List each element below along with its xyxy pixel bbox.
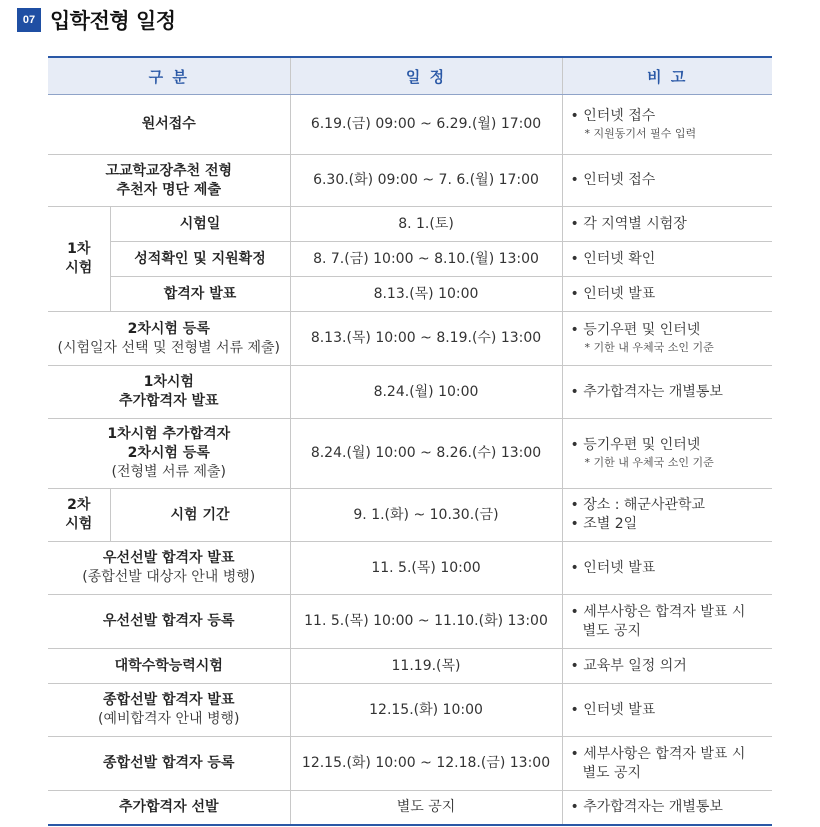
row-remarks: • 각 지역별 시험장 <box>562 207 772 242</box>
row-date: 8.24.(월) 10:00 <box>290 366 562 419</box>
row-remarks: • 세부사항은 합격자 발표 시 별도 공지 <box>562 737 772 791</box>
table-row <box>48 277 772 312</box>
table-row <box>48 542 772 595</box>
table-row <box>48 737 772 791</box>
group-label-first-exam: 1차 시험 <box>48 207 110 312</box>
row-remarks: • 등기우편 및 인터넷 * 기한 내 우체국 소인 기준 <box>562 312 772 366</box>
row-remarks: • 인터넷 접수 <box>562 155 772 207</box>
row-date: 6.19.(금) 09:00 ~ 6.29.(월) 17:00 <box>290 95 562 155</box>
table-row <box>48 649 772 684</box>
table-row <box>48 312 772 366</box>
table-row <box>48 207 772 242</box>
section-number-badge: 07 <box>17 8 41 32</box>
table-row <box>48 366 772 419</box>
row-date: 8.13.(목) 10:00 <box>290 277 562 312</box>
group-label-second-exam: 2차 시험 <box>48 489 110 542</box>
row-date: 8.13.(목) 10:00 ~ 8.19.(수) 13:00 <box>290 312 562 366</box>
row-date: 8. 7.(금) 10:00 ~ 8.10.(월) 13:00 <box>290 242 562 277</box>
row-remarks: • 인터넷 확인 <box>562 242 772 277</box>
row-date: 9. 1.(화) ~ 10.30.(금) <box>290 489 562 542</box>
row-category: 원서접수 <box>48 95 290 155</box>
row-remarks: • 등기우편 및 인터넷 * 기한 내 우체국 소인 기준 <box>562 419 772 489</box>
row-remarks: • 인터넷 발표 <box>562 277 772 312</box>
row-category: 대학수학능력시험 <box>48 649 290 684</box>
schedule-table <box>48 56 772 826</box>
table-row <box>48 155 772 207</box>
row-category: 시험 기간 <box>110 489 290 542</box>
row-date: 8. 1.(토) <box>290 207 562 242</box>
table-row <box>48 419 772 489</box>
row-remarks: • 인터넷 발표 <box>562 542 772 595</box>
table-header-row <box>48 57 772 95</box>
row-date: 11. 5.(목) 10:00 ~ 11.10.(화) 13:00 <box>290 595 562 649</box>
row-category: 합격자 발표 <box>110 277 290 312</box>
table-row <box>48 791 772 825</box>
table-row <box>48 95 772 155</box>
row-category: 성적확인 및 지원확정 <box>110 242 290 277</box>
row-category: 종합선발 합격자 등록 <box>48 737 290 791</box>
row-remarks: • 추가합격자는 개별통보 <box>562 791 772 825</box>
row-category: 우선선발 합격자 등록 <box>48 595 290 649</box>
row-category: 추가합격자 선발 <box>48 791 290 825</box>
row-date: 별도 공지 <box>290 791 562 825</box>
row-category: 시험일 <box>110 207 290 242</box>
row-category: 고교학교장추천 전형 추천자 명단 제출 <box>48 155 290 207</box>
row-remarks: • 추가합격자는 개별통보 <box>562 366 772 419</box>
row-remarks: • 장소 : 해군사관학교 • 조별 2일 <box>562 489 772 542</box>
row-category: 1차시험 추가합격자 발표 <box>48 366 290 419</box>
header-category: 구 분 <box>48 57 290 95</box>
row-date: 12.15.(화) 10:00 <box>290 684 562 737</box>
row-date: 12.15.(화) 10:00 ~ 12.18.(금) 13:00 <box>290 737 562 791</box>
row-category: 2차시험 등록 (시험일자 선택 및 전형별 서류 제출) <box>48 312 290 366</box>
table-row <box>48 489 772 542</box>
section-title-row <box>17 5 176 35</box>
row-remarks: • 세부사항은 합격자 발표 시 별도 공지 <box>562 595 772 649</box>
table-row <box>48 595 772 649</box>
row-date: 11. 5.(목) 10:00 <box>290 542 562 595</box>
header-remarks: 비 고 <box>562 57 772 95</box>
row-date: 8.24.(월) 10:00 ~ 8.26.(수) 13:00 <box>290 419 562 489</box>
row-remarks: • 인터넷 발표 <box>562 684 772 737</box>
table-row <box>48 242 772 277</box>
row-date: 11.19.(목) <box>290 649 562 684</box>
row-category: 종합선발 합격자 발표 (예비합격자 안내 병행) <box>48 684 290 737</box>
row-date: 6.30.(화) 09:00 ~ 7. 6.(월) 17:00 <box>290 155 562 207</box>
row-category: 1차시험 추가합격자 2차시험 등록 (전형별 서류 제출) <box>48 419 290 489</box>
section-title: 입학전형 일정 <box>50 9 176 33</box>
row-category: 우선선발 합격자 발표 (종합선발 대상자 안내 병행) <box>48 542 290 595</box>
row-remarks: • 교육부 일정 의거 <box>562 649 772 684</box>
table-row <box>48 684 772 737</box>
header-schedule: 일 정 <box>290 57 562 95</box>
row-remarks: • 인터넷 접수 * 지원동기서 필수 입력 <box>562 95 772 155</box>
